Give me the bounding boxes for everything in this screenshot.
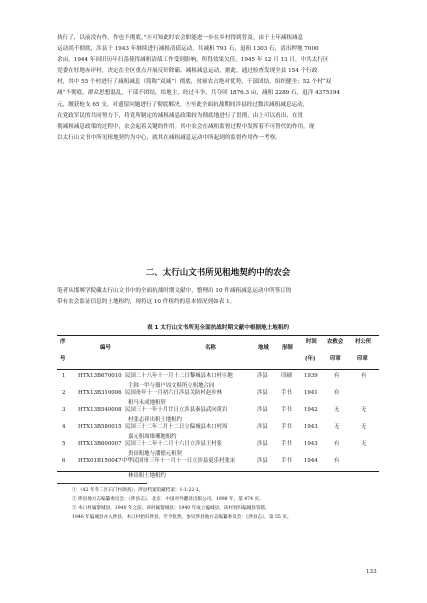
cell-village-seal: 无	[361, 424, 367, 430]
cell-place: 涉县	[257, 373, 268, 379]
text-line: 运动尚不彻底，涉县于 1943 年继续进行减租清债运动，共减租 791 石，退租 1303 石，清出押地 7000	[57, 46, 319, 53]
cell-time: 1943	[304, 424, 318, 430]
footnote: 1946 年偏城县并入涉县，木口村始归涉县，至今犹然。参见涉县地方志编纂委员会：《涉县志》，第 55 页。	[72, 515, 292, 520]
header-name: 名称	[205, 345, 216, 351]
table-caption: 表 1 太行山文书所见全面抗战时期文献中根据地土地租约	[146, 325, 290, 331]
text-line: 以太行山文书中所见租地契约为中心，就其在减租减息运动中所起到的监督作用作一考察。	[57, 134, 281, 141]
cell-seq: 3	[62, 407, 66, 413]
cell-form: 手书	[281, 424, 292, 430]
header-place: 地域	[258, 345, 269, 351]
section-heading: 二、太行山文书所见租地契约中的农会	[145, 268, 291, 278]
cell-place: 涉县	[257, 424, 268, 430]
cell-farmers-seal: 有	[334, 390, 340, 396]
cell-code: HTX13B600007	[78, 441, 122, 447]
cell-name-cont: 贵田租地与潘德元租契	[128, 451, 182, 457]
cell-name-cont: 村张志祥出租土地租约	[128, 417, 182, 423]
cell-seq: 6	[62, 458, 66, 464]
cell-name: 民国三十二年二月十二日立偏城县木口村周	[125, 424, 228, 430]
cell-form: 手书	[281, 441, 292, 447]
cell-seq: 5	[62, 441, 66, 447]
header-form: 形制	[282, 345, 293, 351]
table-bottom-rule	[57, 471, 379, 472]
footnote: ② 涉县地方志编纂委员会：《涉县志》，北京：中国对外翻译出版公司，1998 年，第 474 页。	[72, 497, 264, 502]
cell-name: 民国三十一年十月廿日立涉县秦县武向黄岩	[125, 407, 228, 413]
header-village-seal: 印章	[357, 356, 368, 362]
cell-code: HTX13B670010	[78, 373, 122, 379]
cell-form: 印刷	[281, 373, 292, 379]
cell-seq: 2	[62, 390, 66, 396]
cell-place: 涉县	[257, 407, 268, 413]
cell-place: 涉县	[257, 441, 268, 447]
body-paragraph-1	[57, 33, 379, 144]
footnote-rule	[57, 483, 147, 484]
cell-farmers-seal: 有	[334, 458, 340, 464]
cell-village-seal: 无	[361, 407, 367, 413]
text-line: 彻减租减息政策的过程中，农会起着关键的作用。其中农会在减租监督过程中发挥着不可替代的作用，现	[57, 123, 315, 130]
cell-form: 手书	[281, 390, 292, 396]
cell-code: HTX13B310006	[78, 390, 122, 396]
cell-code: HTX01B150047	[78, 458, 122, 464]
table-top-rule	[57, 335, 379, 336]
cell-code: HTX13B540008	[78, 407, 122, 413]
header-time: 时间	[306, 339, 317, 345]
text-line: 元，缴获枪支 65 支，对遗留问题进行了彻底解决。⑨至此全面抗战期间涉县经过数次减租减息运动，	[57, 101, 309, 108]
cell-place: 涉县	[257, 458, 268, 464]
cell-village-seal: 有	[361, 373, 367, 379]
cell-name: 民国二十八年十一月十二日黎城县木口村⑥地	[125, 373, 233, 379]
header-seq: 序	[60, 339, 66, 345]
cell-seq: 1	[62, 373, 66, 379]
header-village-office: 村公所	[355, 339, 372, 345]
cell-time: 1939	[304, 373, 318, 379]
text-line: 笔者从邯郸学院藏太行山文书中的全面抗战时期文献中，整理出 10 件减租减息运动中所签订的	[57, 288, 292, 294]
cell-farmers-seal: 有	[334, 373, 340, 379]
text-line: 余亩。1944 年因旧历年扫荡使得减租清债工作受到影响，所得效果欠佳。1945 年 12 月 13 日，中共太行区	[57, 57, 329, 64]
footnote: ① 《42 年冬二区石门村调查》，涉县档案馆藏档案：1-1-22-1。	[72, 488, 204, 493]
cell-code: HTX13B580015	[78, 424, 122, 430]
text-line: 减”不彻底，群众思想混乱，干部不团结，给地主，经过斗争，共夺回 1876.3 亩，减租 2289 石，退洋 4375194	[57, 90, 341, 97]
cell-name: 民国三十二年十二月十六日立涉县王村张	[125, 441, 223, 447]
text-line: 村，其中 55 个村进行了减租减息（简称“双减”）彻底，贫雇农占绝对优势，干部团结，组织健全；52 个村“双	[57, 79, 332, 86]
cell-village-seal: 无	[361, 441, 367, 447]
cell-name-cont: 嘉元租周维珊地租约	[128, 434, 177, 440]
cell-time: 1941	[304, 390, 318, 396]
page-number: 133	[366, 569, 377, 575]
header-farmers-association: 农救会	[327, 339, 344, 345]
footnote: ③ 木口村属黎城县，1940 年之前，该村属黎城县；1940 年成立偏城县，该村划归偏城县管辖，	[72, 506, 270, 511]
cell-name: 民国卅年十一月初六日涉县关防村赵步林	[125, 390, 223, 396]
header-time-unit: (年)	[305, 356, 316, 362]
header-farmers-seal: 印章	[330, 356, 341, 362]
cell-form: 手书	[281, 407, 292, 413]
cell-name-cont: 主韩一甲与佃户周文俱所立租地合同	[128, 383, 215, 389]
text-line: 党委在驻地赤岸村，决定在全区重点开展反奸除霸、减租减息运动，据此，通过检查发现全县 154 个行政	[57, 68, 318, 75]
text-line: 在党政军民的共同努力下，将党所制定的减租减息政策较为彻底地进行了贯彻，由上可以看出，在贯	[57, 112, 304, 119]
cell-name-cont: 林出租土地租约	[128, 473, 166, 479]
cell-name: 中华民国卅三年十一月十一日立涉县更乐村张宋	[122, 458, 236, 464]
cell-place: 涉县	[257, 390, 268, 396]
text-line: 执行了，以前没有作，作也不彻底。”⑧可知此时农会职能进一步在乡村得到普及。由于上年减租减息	[57, 35, 304, 41]
cell-farmers-seal: 无	[334, 407, 340, 413]
text-line: 带有农会监证信息的土地租约，现将这 10 件租约的基本情况列如表 1。	[57, 299, 236, 306]
cell-time: 1942	[304, 407, 318, 413]
header-seq-2: 号	[60, 356, 66, 362]
cell-farmers-seal: 无	[334, 424, 340, 430]
cell-time: 1944	[304, 458, 318, 464]
cell-time: 1943	[304, 441, 318, 447]
header-code: 编号	[100, 345, 111, 351]
table-header-rule	[57, 369, 379, 370]
cell-seq: 4	[62, 424, 66, 430]
body-paragraph-2	[57, 286, 379, 308]
cell-name-cont: 租马永成地租契	[128, 400, 166, 406]
cell-form: 手书	[281, 458, 292, 464]
cell-farmers-seal: 有	[334, 441, 340, 447]
